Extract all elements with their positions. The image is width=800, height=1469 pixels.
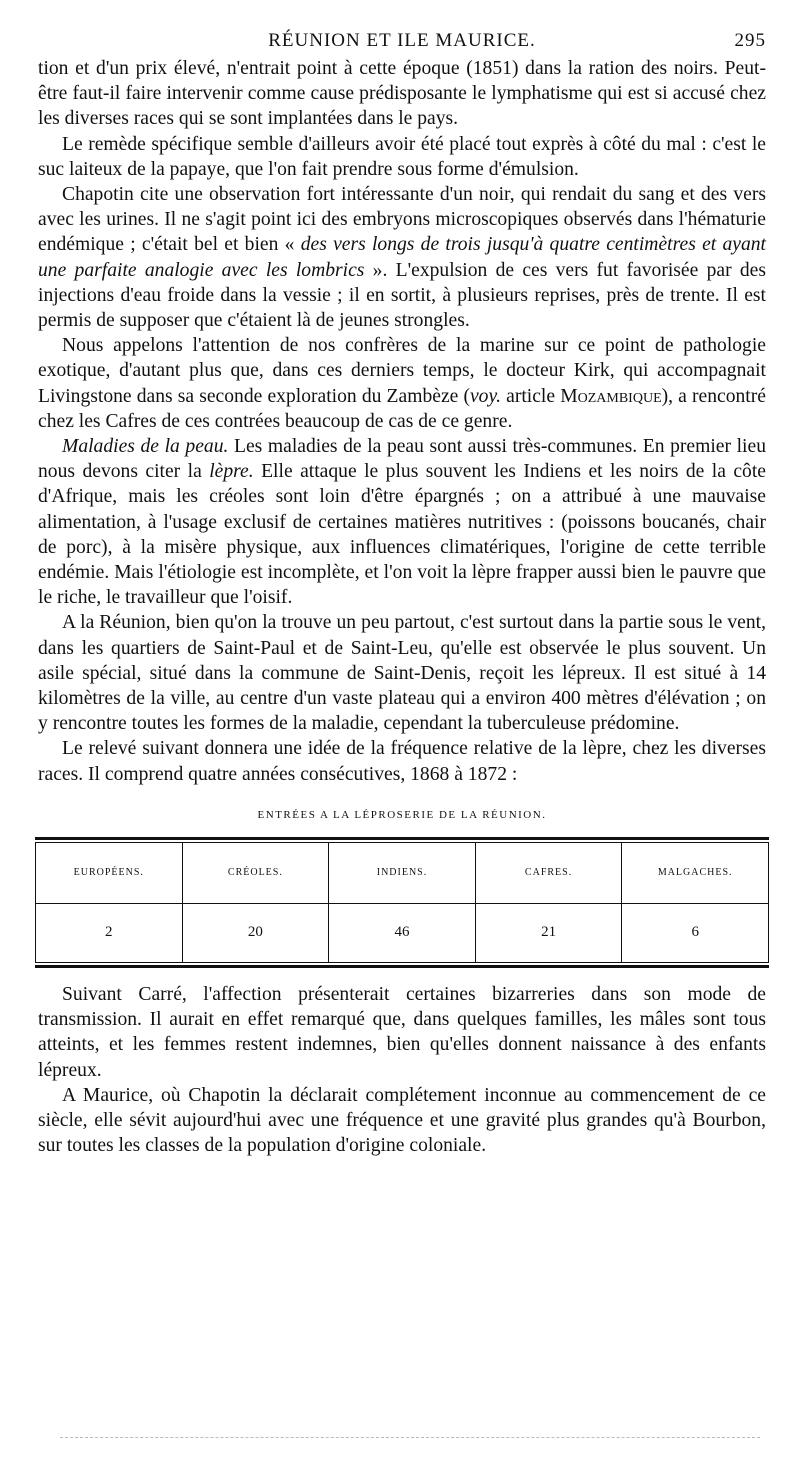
- text-run: Le remède spécifique semble d'ailleurs avoir été placé tout exprès à côté du mal : c'est le suc laiteux de la papaye, que l'on fait prendre sous forme d'émulsion.: [38, 133, 766, 180]
- table-header-cell: INDIENS.: [329, 842, 476, 903]
- paragraph: [38, 1083, 766, 1159]
- text-run: Nous appelons l'attention de nos confrères de la marine sur ce point de pathologie exotique, d'autant plus que, dans ces derniers temps, le docteur Kirk, qui accompagnait Livingstone dans sa seconde exploration du Zambèze (: [38, 335, 766, 407]
- leprosy-table-frame: [35, 837, 769, 968]
- page-number: 295: [734, 30, 766, 51]
- italic-text: Maladies de la peau.: [62, 436, 229, 458]
- paragraph: [38, 434, 766, 610]
- table-header-cell: CAFRES.: [475, 842, 622, 903]
- text-run: Chapotin cite une observation fort intéressante d'un noir, qui rendait du sang et des vers avec les urines. Il ne s'agit point ici des embryons microscopiques observés dans l'hématurie endémique ; c'était bel et bien «: [38, 184, 766, 256]
- leprosy-entries-table: [35, 842, 769, 963]
- table-cell: 21: [475, 903, 622, 962]
- running-header: [38, 30, 766, 56]
- table-cell: 2: [36, 903, 183, 962]
- paragraph: [38, 982, 766, 1083]
- page: [38, 30, 766, 1158]
- table-row: [36, 903, 769, 962]
- paragraphs-after-table: [38, 982, 766, 1158]
- running-title: RÉUNION ET ILE MAURICE.: [268, 30, 536, 51]
- paragraph: [38, 333, 766, 434]
- paragraph: [38, 736, 766, 786]
- bottom-rule: [60, 1437, 760, 1438]
- italic-text: des vers longs de trois jusqu'à quatre centimètres et ayant une parfaite analogie avec les lombrics: [38, 234, 766, 281]
- body-text: [38, 56, 766, 1158]
- italic-text: voy.: [469, 385, 501, 407]
- table-cell: 46: [329, 903, 476, 962]
- table-header-cell: MALGACHES.: [622, 842, 769, 903]
- text-run: article: [501, 385, 561, 407]
- paragraph: [38, 132, 766, 182]
- table-caption: ENTRÉES A LA LÉPROSERIE DE LA RÉUNION.: [257, 808, 547, 821]
- text-run: ». L'expulsion de ces vers fut favorisée par des injections d'eau froide dans la vessie ; il en sortit, à plusieurs reprises, près de trente. Il est permis de supposer que c'étaient là de jeunes strongles.: [38, 259, 766, 332]
- text-run: Les maladies de la peau sont aussi très-communes. En premier lieu nous devons citer la: [38, 436, 766, 483]
- text-run: Suivant Carré, l'affection présenterait certaines bizarreries dans son mode de transmission. Il aurait en effet remarqué que, dans quelques familles, les mâles sont tous atteints, et les femmes restent indemnes, bien qu'elles donnent naissance à des enfants lépreux.: [38, 983, 766, 1081]
- text-run: Le relevé suivant donnera une idée de la fréquence relative de la lèpre, chez les diverses races. Il comprend quatre années consécutives, 1868 à 1872 :: [38, 738, 766, 785]
- text-run: tion et d'un prix élevé, n'entrait point à cette époque (1851) dans la ration des noirs. Peut-être faut-il faire intervenir comme cause prédisposante le lymphatisme qui est si accusé chez les diverses races qui se sont implantées dans le pays.: [38, 58, 766, 130]
- table-header-cell: EUROPÉENS.: [36, 842, 183, 903]
- paragraph: [38, 610, 766, 736]
- italic-text: lèpre.: [209, 461, 254, 483]
- text-run: ), a rencontré chez les Cafres de ces contrées beaucoup de cas de ce genre.: [38, 385, 766, 432]
- text-run: A la Réunion, bien qu'on la trouve un peu partout, c'est surtout dans la partie sous le vent, dans les quartiers de Saint-Paul et de Saint-Leu, qu'elle est observée le plus souvent. Un asile spécial, situé dans la commune de Saint-Denis, reçoit les lépreux. Il est situé à 14 kilomètres de la ville, au centre d'un vaste plateau qui a environ 400 mètres d'élévation ; on y rencontre toutes les formes de la maladie, cependant la tuberculeuse prédomine.: [38, 612, 766, 735]
- table-header-cell: CRÉOLES.: [182, 842, 329, 903]
- table-cell: 20: [182, 903, 329, 962]
- table-cell: 6: [622, 903, 769, 962]
- text-run: Elle attaque le plus souvent les Indiens et les noirs de la côte d'Afrique, mais les créoles sont loin d'être épargnés ; on a attribué à une mauvaise alimentation, à l'usage exclusif de certaines matières nutritives : (poissons boucanés, chair de porc), à la misère physique, aux influences climatériques, l'origine de cette terrible endémie. Mais l'étiologie est incomplète, et l'on voit la lèpre frapper aussi bien le pauvre que le riche, le travailleur que l'oisif.: [38, 461, 766, 609]
- paragraph: [38, 182, 766, 333]
- table-header-row: [36, 842, 769, 903]
- smallcaps-text: Mozambique: [560, 385, 662, 407]
- paragraph: [38, 56, 766, 132]
- text-run: A Maurice, où Chapotin la déclarait complétement inconnue au commencement de ce siècle, elle sévit aujourd'hui avec une fréquence et une gravité plus grandes qu'à Bourbon, sur toutes les classes de la population d'origine coloniale.: [38, 1084, 766, 1157]
- paragraphs-before-table: [38, 56, 766, 787]
